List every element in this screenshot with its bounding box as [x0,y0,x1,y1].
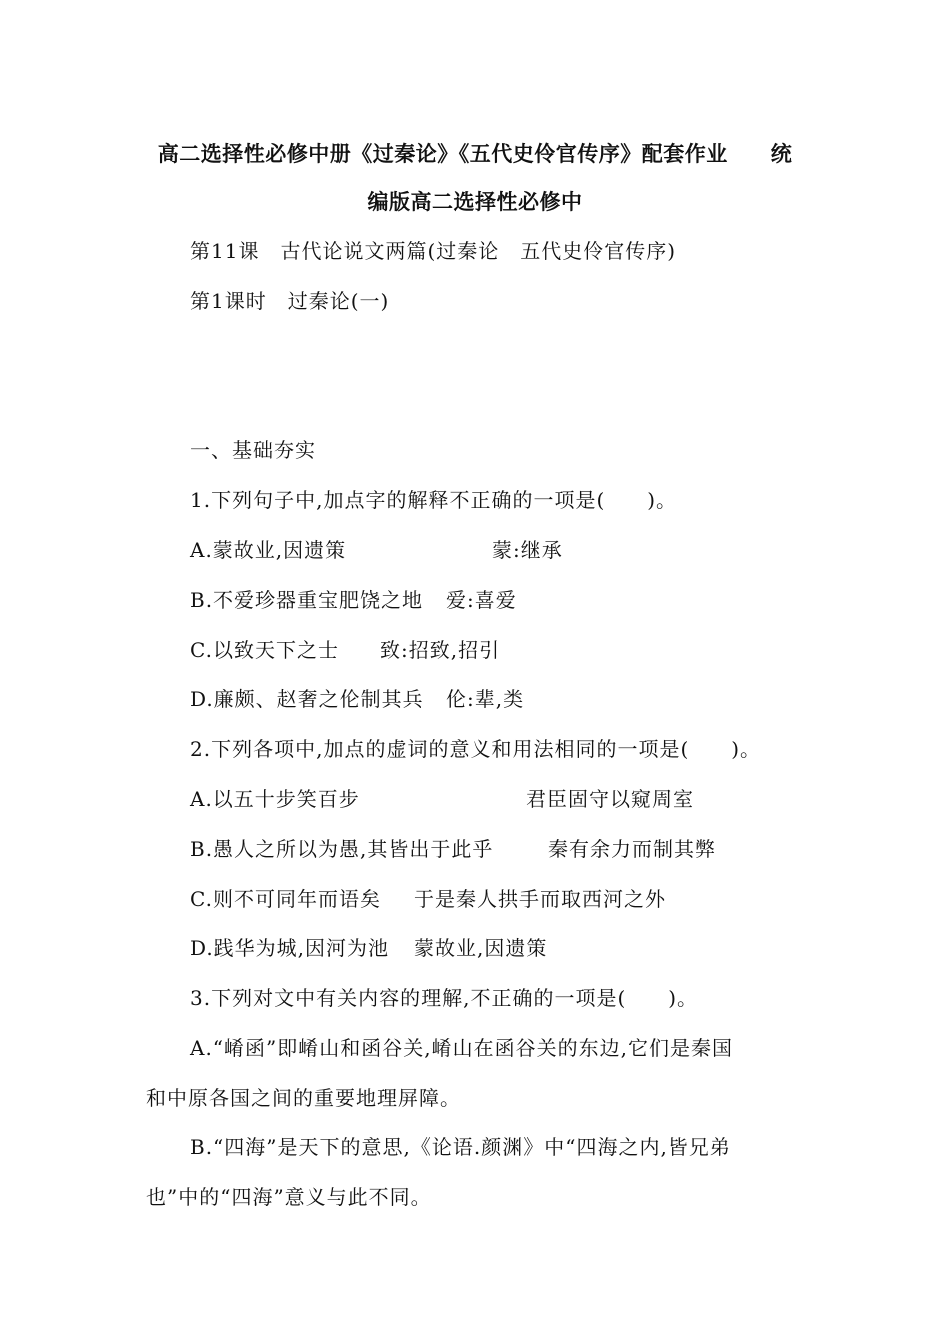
question-3-option-b-line-1: B.“四海”是天下的意思,《论语.颜渊》中“四海之内,皆兄弟 [190,1135,731,1159]
question-2-option-d-left: D.践华为城,因河为池 [190,936,390,960]
period-title: 第1课时 过秦论(一) [190,289,390,313]
question-1-option-a-sentence: A.蒙故业,因遗策 [190,538,347,562]
question-2-option-a-right: 君臣固守以窥周室 [526,787,694,811]
question-3-option-a-line-2: 和中原各国之间的重要地理屏障。 [146,1086,461,1110]
question-3-option-a-line-1: A.“崤函”即崤山和函谷关,崤山在函谷关的东边,它们是秦国 [190,1036,733,1060]
question-1-option-c-sentence: C.以致天下之士 [190,638,339,662]
question-1-option-d-sentence: D.廉颇、赵奢之伦制其兵 [190,687,424,711]
question-1-option-c-gloss: 致:招致,招引 [380,638,501,662]
question-1-option-d-gloss: 伦:辈,类 [446,687,525,711]
lesson-title: 第11课 古代论说文两篇(过秦论 五代史伶官传序) [190,239,677,263]
question-1-option-b-sentence: B.不爱珍器重宝肥饶之地 [190,588,424,612]
question-3-option-b-line-2: 也”中的“四海”意义与此不同。 [146,1185,432,1209]
question-1-stem: 1.下列句子中,加点字的解释不正确的一项是( )。 [190,488,678,512]
question-1-option-b-gloss: 爱:喜爱 [446,588,517,612]
question-1-option-a-gloss: 蒙:继承 [492,538,563,562]
question-2-option-d-right: 蒙故业,因遗策 [414,936,548,960]
question-2-option-b-left: B.愚人之所以为愚,其皆出于此乎 [190,837,494,861]
question-2-option-c-right: 于是秦人拱手而取西河之外 [414,887,666,911]
section-heading: 一、基础夯实 [190,438,316,462]
question-2-option-b-right: 秦有余力而制其弊 [548,837,716,861]
question-2-stem: 2.下列各项中,加点的虚词的意义和用法相同的一项是( )。 [190,737,762,761]
document-title-line-2: 编版高二选择性必修中 [367,190,583,214]
question-2-option-c-left: C.则不可同年而语矣 [190,887,381,911]
question-3-stem: 3.下列对文中有关内容的理解,不正确的一项是( )。 [190,986,699,1010]
document-title-line-1: 高二选择性必修中册《过秦论》《五代史伶官传序》配套作业 统 [157,142,793,166]
question-2-option-a-left: A.以五十步笑百步 [190,787,360,811]
